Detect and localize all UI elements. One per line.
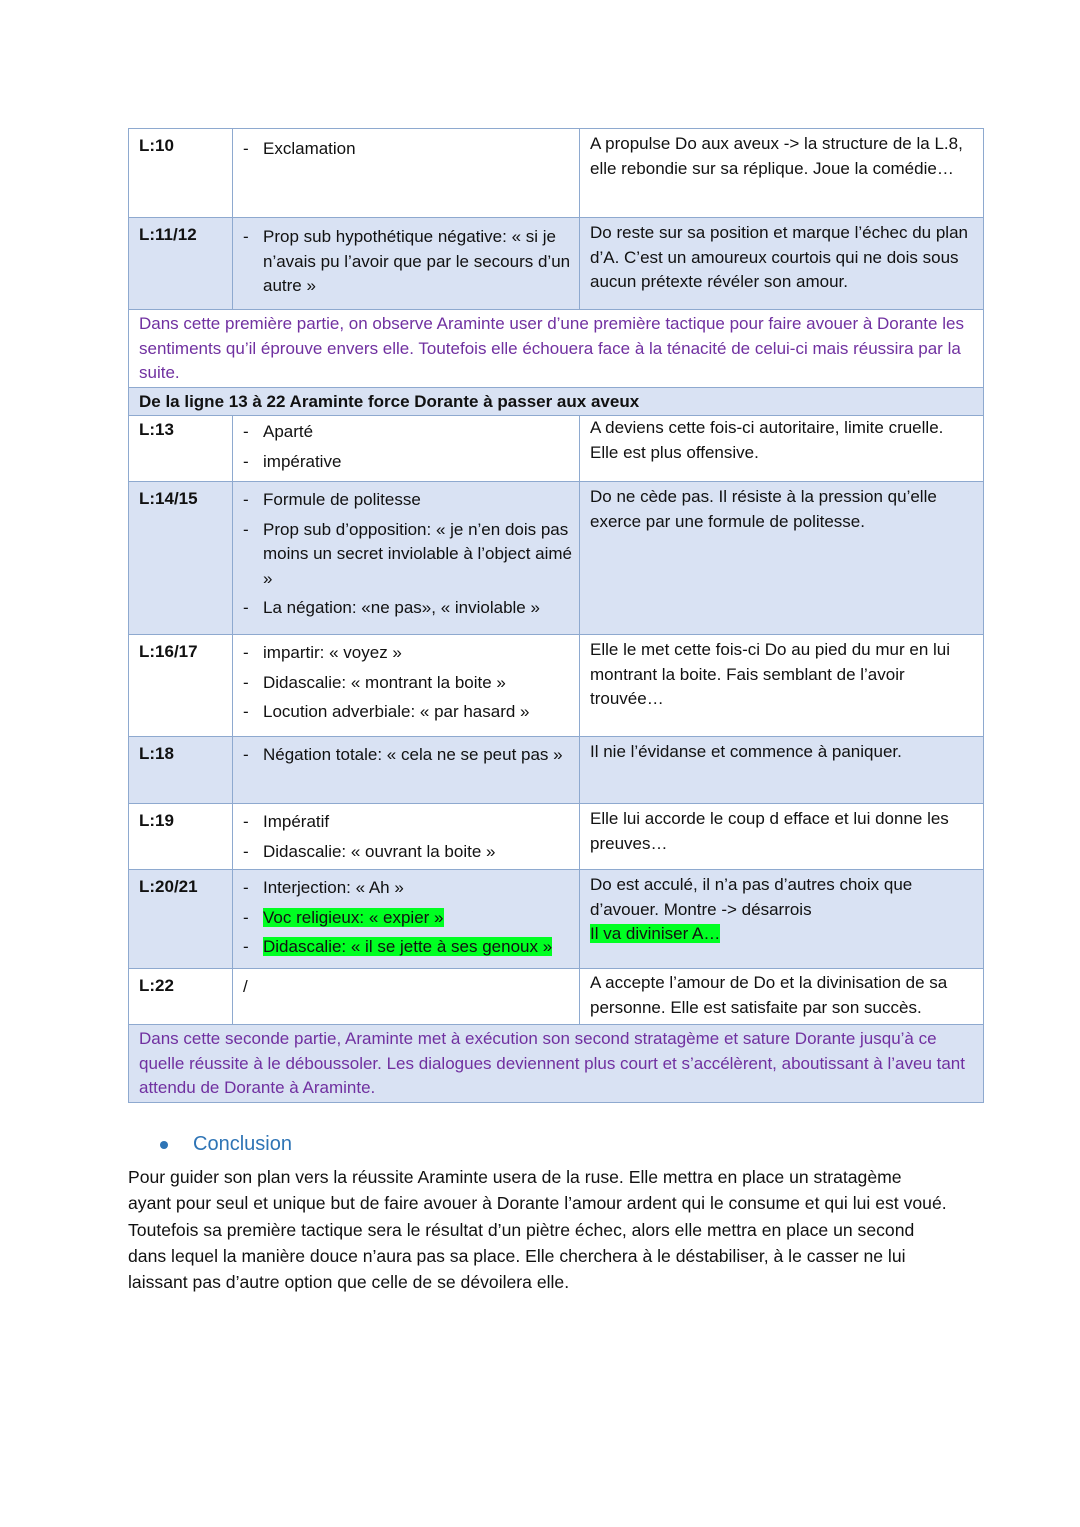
line-ref: L:11/12 xyxy=(129,218,233,310)
comment-cell: A accepte l’amour de Do et la divinisation de sa personne. Elle est satisfaite par son succès. xyxy=(580,969,984,1025)
highlight-text: Il va diviniser A… xyxy=(590,924,721,943)
features-cell xyxy=(233,804,580,870)
features-cell: / xyxy=(233,969,580,1025)
line-ref: L:22 xyxy=(129,969,233,1025)
highlight-text: Voc religieux: « expier » xyxy=(263,907,444,927)
features-cell xyxy=(233,737,580,804)
feature-item: - Interjection: « Ah » xyxy=(241,876,573,901)
feature-item: - Négation totale: « cela ne se peut pas » xyxy=(241,743,573,768)
feature-item-highlighted xyxy=(241,935,573,960)
features-cell xyxy=(233,218,580,310)
line-ref: L:16/17 xyxy=(129,635,233,737)
comment-cell: Do ne cède pas. Il résiste à la pression qu’elle exerce par une formule de politesse. xyxy=(580,482,984,635)
features-cell xyxy=(233,482,580,635)
conclusion-title: Conclusion xyxy=(193,1133,292,1155)
feature-item: - Prop sub d’opposition: « je n’en dois pas moins un secret inviolable à l’object aimé » xyxy=(241,518,573,592)
table-row xyxy=(129,1025,984,1103)
table-row xyxy=(129,737,984,804)
line-ref: L:10 xyxy=(129,129,233,218)
feature-item: - Locution adverbiale: « par hasard » xyxy=(241,700,573,725)
comment-cell: Do reste sur sa position et marque l’échec du plan d’A. C’est un amoureux courtois qui ne dois sous aucun prétexte révéler son amour. xyxy=(580,218,984,310)
analysis-table xyxy=(128,128,984,1103)
comment-cell xyxy=(580,870,984,969)
table-row xyxy=(129,804,984,870)
conclusion-heading xyxy=(160,1133,292,1156)
comment-cell: Il nie l’évidanse et commence à paniquer. xyxy=(580,737,984,804)
features-cell xyxy=(233,870,580,969)
line-ref: L:19 xyxy=(129,804,233,870)
table-row xyxy=(129,129,984,218)
conclusion-paragraph: Pour guider son plan vers la réussite Araminte usera de la ruse. Elle mettra en place un stratagème ayant pour seul et unique but de faire avouer à Dorante l’amour ardent qui le consume et qui lui est voué. Toutefois sa première tactique sera le résultat d’un piètre échec, alors elle mettra en place un second dans lequel la manière douce n’aura pas sa place. Elle cherchera à le déstabiliser, à le casser ne lui laissant pas d’autre option que celle de se dévoilera elle. xyxy=(128,1167,947,1293)
feature-item: - Impératif xyxy=(241,810,573,835)
highlight-text: Didascalie: « il se jette à ses genoux » xyxy=(263,937,553,956)
line-ref: L:20/21 xyxy=(129,870,233,969)
comment-cell: Elle lui accorde le coup d efface et lui donne les preuves… xyxy=(580,804,984,870)
line-ref: L:18 xyxy=(129,737,233,804)
feature-item: - Prop sub hypothétique négative: « si je n’avais pu l’avoir que par le secours d’un autre » xyxy=(241,225,573,299)
line-ref: L:13 xyxy=(129,416,233,482)
comment-cell: Elle le met cette fois-ci Do au pied du mur en lui montrant la boite. Fais semblant de l’avoir trouvée… xyxy=(580,635,984,737)
table-row xyxy=(129,310,984,388)
table-row xyxy=(129,969,984,1025)
part-summary: Dans cette première partie, on observe Araminte user d’une première tactique pour faire avouer à Dorante les sentiments qu’il éprouve envers elle. Toutefois elle échouera face à la ténacité de celui-ci mais réussira par la suite. xyxy=(129,310,984,388)
comment-text: Do est acculé, il n’a pas d’autres choix que d’avouer. Montre -> désarrois xyxy=(590,875,913,919)
section-heading: De la ligne 13 à 22 Araminte force Dorante à passer aux aveux xyxy=(129,387,984,416)
features-cell xyxy=(233,635,580,737)
feature-item: - Didascalie: « montrant la boite » xyxy=(241,671,573,696)
feature-item: - impartir: « voyez » xyxy=(241,641,573,666)
features-cell xyxy=(233,416,580,482)
line-ref: L:14/15 xyxy=(129,482,233,635)
feature-item: - Exclamation xyxy=(241,137,573,162)
table-row xyxy=(129,635,984,737)
comment-cell: A propulse Do aux aveux -> la structure de la L.8, elle rebondie sur sa réplique. Joue la comédie… xyxy=(580,129,984,218)
table-row xyxy=(129,482,984,635)
feature-item: - Didascalie: « ouvrant la boite » xyxy=(241,840,573,865)
feature-item: - Formule de politesse xyxy=(241,488,573,513)
features-cell xyxy=(233,129,580,218)
feature-item-highlighted xyxy=(241,906,573,931)
table-row xyxy=(129,870,984,969)
table-row xyxy=(129,218,984,310)
bullet-icon xyxy=(160,1141,168,1149)
table-row xyxy=(129,387,984,416)
part-summary: Dans cette seconde partie, Araminte met à exécution son second stratagème et sature Dorante jusqu’à ce quelle réussite à le déboussoler. Les dialogues deviennent plus court et s’accélèrent, aboutissant à l’aveu tant attendu de Dorante à Araminte. xyxy=(129,1025,984,1103)
table-row xyxy=(129,416,984,482)
feature-item: - impérative xyxy=(241,450,573,475)
comment-cell: A deviens cette fois-ci autoritaire, limite cruelle. Elle est plus offensive. xyxy=(580,416,984,482)
feature-item: - La négation: «ne pas», « inviolable » xyxy=(241,596,573,621)
feature-item: - Aparté xyxy=(241,420,573,445)
